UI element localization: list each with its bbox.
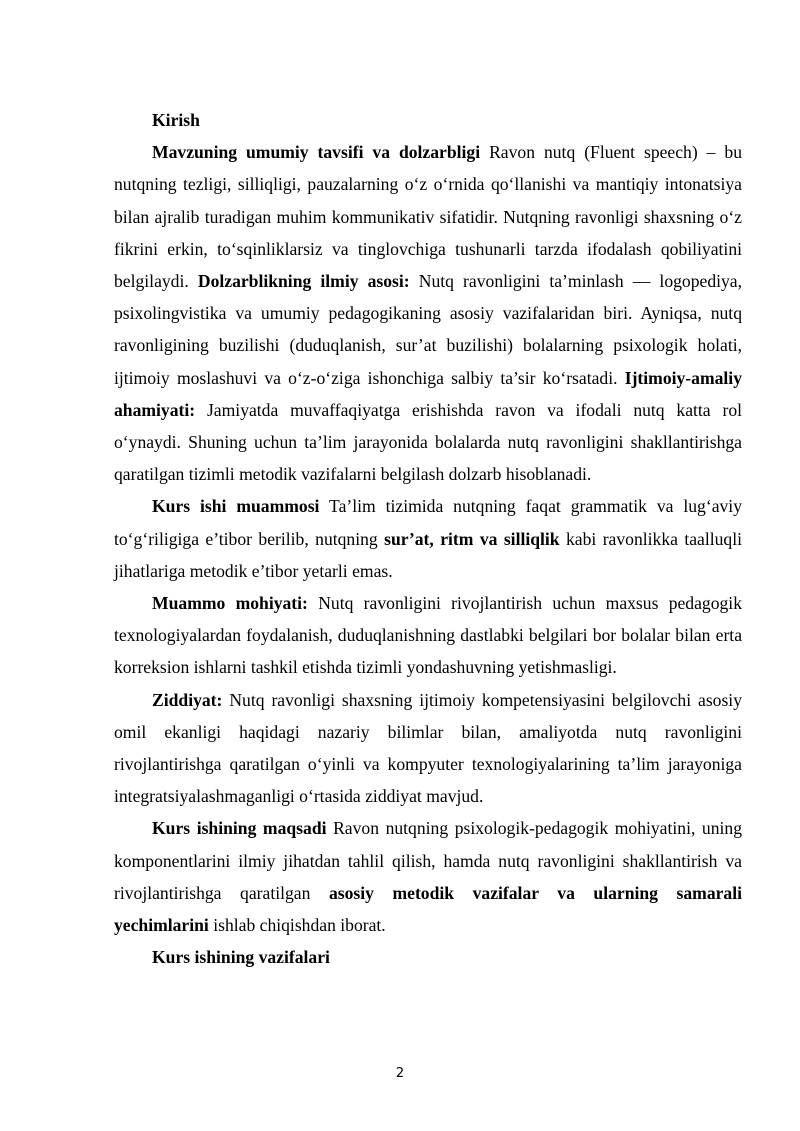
paragraph-text: Ravon nutq (Fluent speech) – bu nutqning tezligi, silliqligi, pauzalarning o‘z o‘rnida qo‘llanishi va mantiqiy intonatsiya bilan ajralib turadigan muhim kommunikativ sifatidir. Nutqning ravonligi shaxsning o‘z fikrini erkin, to‘sqinliklarsiz va tinglovchiga tushunarli tarzda ifodalash qobiliyatini belgilaydi. — [114, 142, 742, 292]
section-heading-kirish: Kirish — [152, 110, 200, 130]
bold-phrase: Kurs ishi muammosi — [152, 496, 320, 517]
paragraph-text: Jamiyatda muvaffaqiyatga erishishda ravon va ifodali nutq katta rol o‘ynaydi. Shuning uchun ta’lim jarayonida bolalarda nutq ravonligini shakllantirishga qaratilgan tizimli metodik vazifalarni belgilash dolzarb hisoblanadi. — [114, 399, 742, 485]
page-body — [114, 104, 742, 973]
section-heading-tasks: Kurs ishining vazifalari — [152, 947, 330, 968]
paragraph-course-goal — [114, 812, 742, 941]
paragraph-text: Ta’lim tizimida nutqning faqat grammatik va lug‘aviy to‘g‘riligiga e’tibor berilib, nutqning — [114, 496, 742, 549]
paragraph-text: ishlab chiqishdan iborat. — [208, 915, 386, 936]
bold-phrase: Ijtimoiy-amaliy ahamiyati: — [114, 367, 742, 420]
page-number: 2 — [395, 1066, 405, 1081]
paragraph-text: Ravon nutqning psixologik-pedagogik mohiyatini, uning komponentlarini ilmiy jihatdan tahlil qilish, hamda nutq ravonligini shakllantirish va rivojlantirishga qaratilgan — [114, 818, 743, 903]
paragraph-text: Nutq ravonligini rivojlantirish uchun maxsus pedagogik texnologiyalardan foydalanish, duduqlanishning dastlabki belgilari bor bolalar bilan erta korreksion ishlarni tashkil etishda tizimli yondashuvning yetishmasligi. — [114, 593, 742, 678]
bold-phrase: Muammo mohiyati: — [152, 593, 308, 614]
bold-phrase: Mavzuning umumiy tavsifi va dolzarbligi — [152, 142, 481, 163]
bold-phrase: asosiy metodik vazifalar va ularning samarali yechimlarini — [114, 882, 742, 936]
bold-phrase: Ziddiyat: — [152, 689, 223, 710]
paragraph-text: Nutq ravonligi shaxsning ijtimoiy kompetensiyasini belgilovchi asosiy omil ekanligi haqidagi nazariy bilimlar bilan, amaliyotda nutq ravonligini rivojlantirishga qaratilgan o‘yinli va kompyuter texnologiyalarining ta’lim jarayoniga integratsiyalashmaganligi o‘rtasida ziddiyat mavjud. — [114, 689, 742, 807]
paragraph-contradiction — [114, 684, 742, 813]
bold-phrase: Kurs ishining maqsadi — [152, 818, 327, 839]
paragraph-problem-essence — [114, 587, 742, 684]
bold-phrase: sur’at, ritm va silliqlik — [384, 528, 560, 549]
paragraph-text: kabi ravonlikka taalluqli jihatlariga metodik e’tibor yetarli emas. — [114, 528, 742, 581]
paragraph-course-problem — [114, 490, 742, 587]
paragraph-text: Nutq ravonligini ta’minlash — logopediya, psixolingvistika va umumiy pedagogikaning asosiy vazifalaridan biri. Ayniqsa, nutq ravonligining buzilishi (duduqlanish, sur’at buzilishi) bolalarning psixologik holati, ijtimoiy moslashuvi va o‘z-o‘ziga ishonchiga salbiy ta’sir ko‘rsatadi. — [114, 271, 743, 388]
bold-phrase: Dolzarblikning ilmiy asosi: — [197, 271, 410, 292]
paragraph-topic-relevance — [114, 136, 742, 490]
